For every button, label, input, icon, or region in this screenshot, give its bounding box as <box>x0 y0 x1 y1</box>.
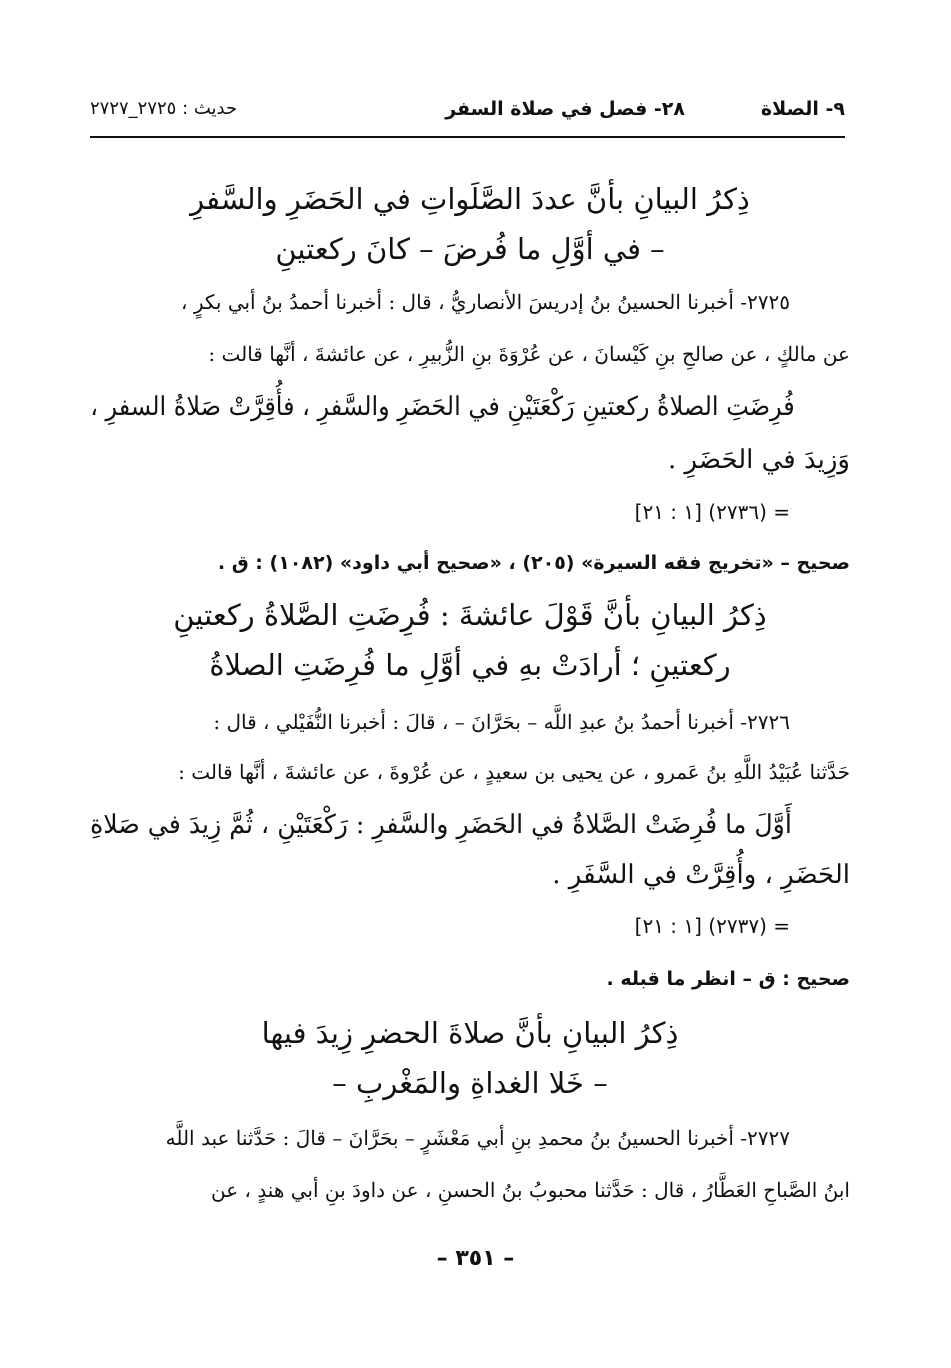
narration-line: عن مالكٍ ، عن صالحِ بنِ كَيْسانَ ، عن عُرْوَةَ بنِ الزُّبيرِ ، عن عائشةَ ، أنَّها قالت : <box>208 342 850 366</box>
cross-reference: = (٢٧٣٦) [١ : ٢١] <box>634 500 790 524</box>
cross-reference: = (٢٧٣٧) [١ : ٢١] <box>634 914 790 938</box>
narration-line: ابنُ الصَّباحِ العَطَّارُ ، قال : حَدَّثنا محبوبُ بنُ الحسنِ ، عن داودَ بنِ أبي هندٍ ، عن <box>210 1178 850 1202</box>
section-heading-line: – خَلا الغداةِ والمَغْربِ – <box>332 1066 608 1100</box>
page-number: – ٣٥١ – <box>436 1246 515 1271</box>
header-book-title: ٩- الصلاة <box>760 98 845 120</box>
narration-line: ٢٧٢٧- أخبرنا الحسينُ بنُ محمدِ بنِ أبي مَعْشَرٍ – بحَرَّانَ – قالَ : حَدَّثنا عبد اللَّه <box>165 1126 790 1150</box>
section-heading-line: ذِكرُ البيانِ بأنَّ قَوْلَ عائشةَ : فُرِضَتِ الصَّلاةُ ركعتينِ <box>173 598 767 632</box>
matn-line: وَزِيدَ في الحَضَرِ . <box>668 445 850 475</box>
matn-line: فُرِضَتِ الصلاةُ ركعتينِ رَكْعَتَيْنِ في الحَضَرِ والسَّفرِ ، فأُقِرَّتْ صَلاةُ السفرِ ، <box>90 392 795 422</box>
section-heading-line: ركعتينِ ؛ أرادَتْ بهِ في أوَّلِ ما فُرِضَتِ الصلاةُ <box>209 648 731 682</box>
narration-line: ٢٧٢٥- أخبرنا الحسينُ بنُ إدريسَ الأنصاريُّ ، قال : أخبرنا أحمدُ بنُ أبي بكرٍ ، <box>181 290 790 314</box>
hadith-grade: صحيح – «تخريج فقه السيرة» (٢٠٥) ، «صحيح أبي داود» (١٠٨٢) : ق . <box>217 552 850 574</box>
narration-line: حَدَّثنا عُبَيْدُ اللَّهِ بنُ عَمرو ، عن يحيى بن سعيدٍ ، عن عُرْوةَ ، عن عائشةَ ، أنَّها قالت : <box>178 760 850 784</box>
matn-line: الحَضَرِ ، وأُقِرَّتْ في السَّفَرِ . <box>552 860 850 890</box>
section-heading-line: ذِكرُ البيانِ بأنَّ صلاةَ الحضرِ زِيدَ فيها <box>261 1016 679 1050</box>
running-header <box>90 96 845 130</box>
narration-line: ٢٧٢٦- أخبرنا أحمدُ بنُ عبدِ اللَّه – بحَرَّانَ – ، قالَ : أخبرنا النُّفَيْلي ، قال : <box>213 710 790 734</box>
header-hadith-range: حديث : ٢٧٢٥_٢٧٢٧ <box>90 98 238 119</box>
section-heading-line: ذِكرُ البيانِ بأنَّ عددَ الصَّلَواتِ في الحَضَرِ والسَّفرِ <box>190 182 750 216</box>
header-chapter-title: ٢٨- فصل في صلاة السفر <box>445 98 685 120</box>
section-heading-line: – في أوَّلِ ما فُرضَ – كانَ ركعتينِ <box>275 232 665 266</box>
matn-line: أَوَّلَ ما فُرِضَتْ الصَّلاةُ في الحَضَرِ والسَّفرِ : رَكْعَتَيْنِ ، ثُمَّ زِيدَ في صَلاةِ <box>90 810 792 840</box>
header-divider <box>90 136 845 138</box>
hadith-grade: صحيح : ق – انظر ما قبله . <box>606 968 850 990</box>
